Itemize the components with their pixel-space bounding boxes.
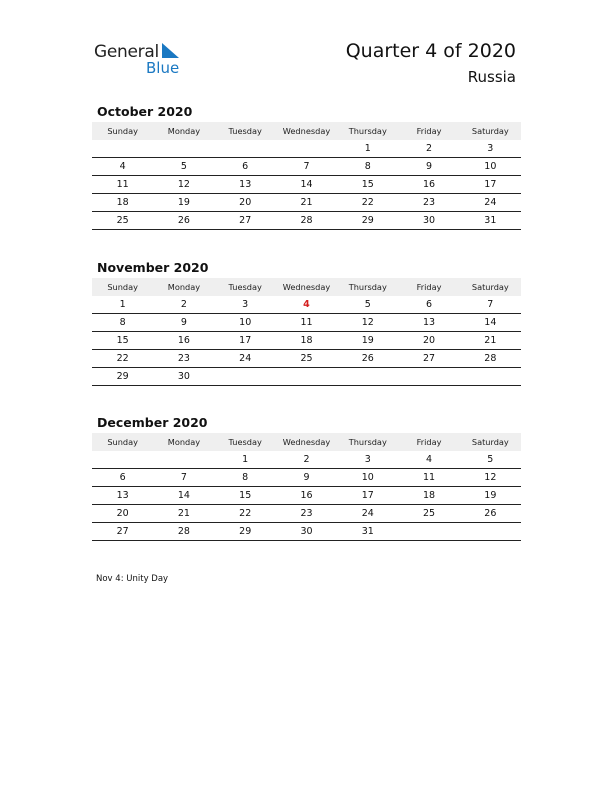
day-cell: 2 [180, 299, 187, 310]
weekday-label: Wednesday [282, 437, 331, 447]
day-cell: 21 [177, 508, 190, 519]
day-cell [398, 368, 459, 385]
month-calendar-october [92, 103, 521, 230]
day-cell: 8 [119, 317, 126, 328]
day-cell [276, 368, 337, 385]
month-title: December 2020 [97, 415, 208, 430]
day-cell: 2 [303, 454, 310, 465]
weekday-label: Saturday [471, 126, 509, 136]
day-cell [215, 140, 276, 157]
day-cell: 27 [116, 526, 129, 537]
day-cell: 31 [484, 215, 497, 226]
day-cell: 21 [300, 197, 313, 208]
week-row [92, 296, 521, 314]
day-cell: 17 [361, 490, 374, 501]
day-cell [337, 368, 398, 385]
day-cell: 4 [426, 454, 433, 465]
day-cell: 13 [423, 317, 436, 328]
day-cell: 9 [303, 472, 310, 483]
day-cell: 19 [484, 490, 497, 501]
day-cell: 6 [426, 299, 433, 310]
day-cell [460, 368, 521, 385]
day-cell: 19 [177, 197, 190, 208]
day-cell: 3 [364, 454, 371, 465]
month-title: November 2020 [97, 260, 209, 275]
day-cell: 30 [423, 215, 436, 226]
day-cell: 15 [361, 179, 374, 190]
day-cell: 11 [300, 317, 313, 328]
day-cell: 13 [116, 490, 129, 501]
day-cell: 22 [361, 197, 374, 208]
day-cell: 4 [119, 161, 126, 172]
week-row [92, 176, 521, 194]
day-cell: 14 [300, 179, 313, 190]
day-cell: 27 [239, 215, 252, 226]
day-cell: 23 [177, 353, 190, 364]
week-row [92, 368, 521, 386]
day-cell: 9 [426, 161, 433, 172]
day-cell: 25 [300, 353, 313, 364]
day-cell: 5 [487, 454, 494, 465]
month-calendar-december [92, 414, 521, 541]
day-cell: 3 [242, 299, 249, 310]
day-cell: 24 [361, 508, 374, 519]
day-cell: 1 [364, 143, 371, 154]
week-row [92, 451, 521, 469]
day-cell: 12 [177, 179, 190, 190]
weekday-label: Friday [416, 282, 442, 292]
weekday-label: Sunday [107, 282, 138, 292]
weekday-header-row [92, 433, 521, 451]
day-cell: 2 [426, 143, 433, 154]
week-row [92, 140, 521, 158]
weekday-label: Wednesday [282, 282, 331, 292]
day-cell: 5 [364, 299, 371, 310]
day-cell: 9 [180, 317, 187, 328]
day-cell: 29 [239, 526, 252, 537]
day-cell: 15 [239, 490, 252, 501]
week-row [92, 505, 521, 523]
day-cell: 26 [361, 353, 374, 364]
day-cell: 10 [361, 472, 374, 483]
day-cell: 28 [177, 526, 190, 537]
day-cell: 22 [239, 508, 252, 519]
day-cell [460, 523, 521, 540]
weekday-label: Wednesday [282, 126, 331, 136]
day-cell: 15 [116, 335, 129, 346]
day-cell: 19 [361, 335, 374, 346]
day-cell: 20 [116, 508, 129, 519]
month-title: October 2020 [97, 104, 193, 119]
weekday-header-row [92, 278, 521, 296]
day-cell: 23 [300, 508, 313, 519]
day-cell: 13 [239, 179, 252, 190]
holiday-day-cell: 4 [303, 299, 310, 310]
day-cell: 27 [423, 353, 436, 364]
day-cell: 24 [484, 197, 497, 208]
day-cell: 14 [177, 490, 190, 501]
day-cell: 11 [423, 472, 436, 483]
day-cell: 28 [300, 215, 313, 226]
holiday-notes [96, 574, 168, 584]
day-cell: 5 [180, 161, 187, 172]
day-cell: 1 [242, 454, 249, 465]
day-cell: 6 [119, 472, 126, 483]
day-cell: 31 [361, 526, 374, 537]
day-cell [92, 451, 153, 468]
day-cell: 18 [423, 490, 436, 501]
day-cell: 16 [300, 490, 313, 501]
day-cell: 1 [119, 299, 126, 310]
day-cell: 20 [423, 335, 436, 346]
day-cell: 14 [484, 317, 497, 328]
day-cell: 8 [242, 472, 249, 483]
day-cell: 24 [239, 353, 252, 364]
weekday-label: Saturday [471, 282, 509, 292]
week-row [92, 350, 521, 368]
weekday-label: Saturday [471, 437, 509, 447]
day-cell: 12 [484, 472, 497, 483]
day-cell: 16 [177, 335, 190, 346]
day-cell: 29 [116, 371, 129, 382]
day-cell [92, 140, 153, 157]
weekday-label: Friday [416, 437, 442, 447]
day-cell [276, 140, 337, 157]
weekday-label: Sunday [107, 437, 138, 447]
holiday-note: Nov 4: Unity Day [96, 574, 169, 584]
day-cell: 16 [423, 179, 436, 190]
day-cell: 21 [484, 335, 497, 346]
week-row [92, 212, 521, 230]
weekday-label: Thursday [348, 126, 387, 136]
weekday-label: Tuesday [228, 126, 262, 136]
day-cell: 18 [116, 197, 129, 208]
logo-text-general: General [94, 42, 159, 62]
week-row [92, 158, 521, 176]
day-cell [398, 523, 459, 540]
day-cell: 25 [423, 508, 436, 519]
day-cell: 7 [180, 472, 187, 483]
day-cell: 17 [239, 335, 252, 346]
day-cell: 11 [116, 179, 129, 190]
logo-flag-icon [162, 43, 180, 59]
country-name: Russia [467, 68, 516, 86]
day-cell [153, 140, 214, 157]
weekday-label: Thursday [348, 282, 387, 292]
day-cell: 7 [303, 161, 310, 172]
week-row [92, 332, 521, 350]
day-cell: 12 [361, 317, 374, 328]
logo-text-blue: Blue [146, 59, 180, 77]
generalblue-logo [94, 40, 194, 80]
page-title: Quarter 4 of 2020 [345, 40, 516, 62]
day-cell: 6 [242, 161, 249, 172]
week-row [92, 523, 521, 541]
day-cell [215, 368, 276, 385]
week-row [92, 194, 521, 212]
day-cell: 30 [177, 371, 190, 382]
weekday-label: Tuesday [228, 282, 262, 292]
day-cell: 22 [116, 353, 129, 364]
month-calendar-november [92, 259, 521, 386]
day-cell: 20 [239, 197, 252, 208]
week-row [92, 487, 521, 505]
day-cell: 26 [484, 508, 497, 519]
day-cell: 25 [116, 215, 129, 226]
day-cell: 26 [177, 215, 190, 226]
day-cell [153, 451, 214, 468]
day-cell: 23 [423, 197, 436, 208]
day-cell: 3 [487, 143, 494, 154]
weekday-label: Tuesday [228, 437, 262, 447]
day-cell: 28 [484, 353, 497, 364]
day-cell: 17 [484, 179, 497, 190]
weekday-label: Thursday [348, 437, 387, 447]
day-cell: 10 [484, 161, 497, 172]
day-cell: 29 [361, 215, 374, 226]
weekday-label: Monday [167, 126, 201, 136]
day-cell: 18 [300, 335, 313, 346]
week-row [92, 314, 521, 332]
weekday-label: Monday [167, 282, 201, 292]
weekday-label: Sunday [107, 126, 138, 136]
day-cell: 8 [364, 161, 371, 172]
day-cell: 10 [239, 317, 252, 328]
week-row [92, 469, 521, 487]
weekday-label: Friday [416, 126, 442, 136]
weekday-header-row [92, 122, 521, 140]
day-cell: 30 [300, 526, 313, 537]
day-cell: 7 [487, 299, 494, 310]
weekday-label: Monday [167, 437, 201, 447]
